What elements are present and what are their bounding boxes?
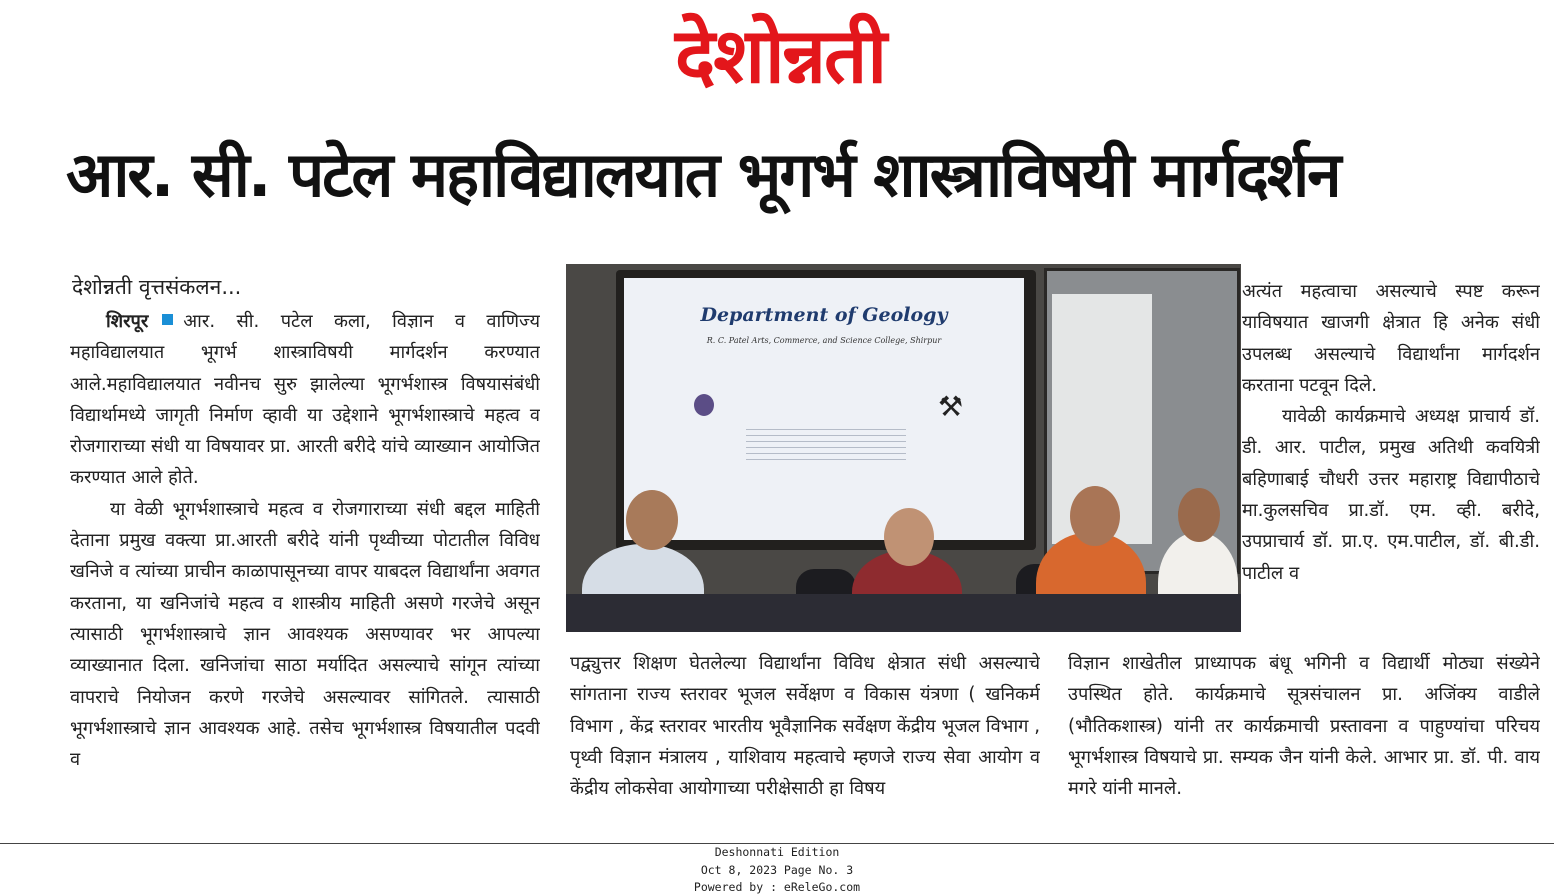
masthead-logo: देशोन्नती [674, 11, 886, 100]
footer-edition: Deshonnati Edition [714, 845, 840, 859]
dateline: शिरपूर [106, 311, 149, 332]
footer-date-page: Oct 8, 2023 Page No. 3 [700, 862, 854, 877]
paragraph: अत्यंत महत्वाचा असल्याचे स्पष्ट करून याविषयात खाजगी क्षेत्रात हि अनेक संधी उपलब्ध असल्याचे विद्यार्थांना मार्गदर्शन करताना पटवून दिले. [1242, 281, 1540, 396]
paragraph [70, 306, 540, 494]
article-headline: आर. सी. पटेल महाविद्यालयात भूगर्भ शास्त्राविषयी मार्गदर्शन [66, 138, 1340, 211]
article-column-1 [70, 306, 540, 836]
paragraph: पद्व्युत्तर शिक्षण घेतलेल्या विद्यार्थांना विविध क्षेत्रात संधी असल्याचे सांगताना राज्य स्तरावर भूजल सर्वेक्षण व विकास यंत्रणा ( खनिकर्म विभाग , केंद्र स्तरावर भारतीय भूवैज्ञानिक सर्वेक्षण केंद्रीय भूजल विभाग , पृथ्वी विज्ञान मंत्रालय , याशिवाय महत्वाचे म्हणजे राज्य सेवा आयोग व केंद्रीय लोकसेवा आयोगाच्या परीक्षेसाठी हा विषय [570, 653, 1040, 800]
person-head [884, 508, 934, 566]
person-head [626, 490, 678, 550]
panel-table [566, 594, 1241, 632]
paragraph: यावेळी कार्यक्रमाचे अध्यक्ष प्राचार्य डॉ. डी. आर. पाटील, प्रमुख अतिथी कवयित्री बहिणाबाई चौधरी उत्तर महाराष्ट्र विद्यापीठाचे मा.कुलसचिव प्रा.डॉ. एम. व्ही. बरीदे, उपप्राचार्य डॉ. प्रा.ए. एम.पाटील, डॉ. बी.डी. पाटील व [1242, 406, 1540, 584]
page-footer [0, 843, 1554, 895]
event-photo [566, 264, 1241, 632]
slide-title: Department of Geology [700, 304, 948, 326]
paragraph: विज्ञान शाखेतील प्राध्यापक बंधू भगिनी व विद्यार्थी मोठ्या संख्येने उपस्थित होते. कार्यक्रमाचे सूत्रसंचालन प्रा. अजिंक्य वाडीले (भौतिकशास्त्र) यांनी तर कार्यक्रमाची प्रस्तावना व पाहुण्यांचा परिचय भूगर्भशास्त्र विषयाचे प्रा. सम्यक जैन यांनी केले. आभार प्रा. डॉ. पी. वाय मगरे यांनी मानले. [1068, 653, 1540, 800]
person-head [1070, 486, 1120, 546]
paragraph-text: आर. सी. पटेल कला, विज्ञान व वाणिज्य महाविद्यालयात भूगर्भ शास्त्राविषयी मार्गदर्शन करण्यात आले.महाविद्यालयात नवीनच सुरु झालेल्या भूगर्भशास्त्र विषयासंबंधी विद्यार्थामध्ये जागृती निर्माण व्हावी या उद्देशाने भूगर्भशास्त्राचे महत्व व रोजगाराच्या संधी या विषयावर प्रा. आरती बरीदे यांचे व्याख्यान आयोजित करण्यात आले होते. [70, 311, 540, 489]
geology-hammer-icon: ⚒ [938, 390, 964, 423]
paragraph: या वेळी भूगर्भशास्त्राचे महत्व व रोजगाराच्या संधी बद्दल माहिती देताना प्रमुख वक्त्या प्रा.आरती बरीदे यांनी पृथ्वीच्या पोटातील विविध खनिजे व त्यांच्या प्राचीन काळापासूनच्या वापर याबदल विद्यार्थांना अवगत करताना, या खनिजांचे महत्व व शास्त्रीय माहिती असणे गरजेचे असून त्यासाठी भूगर्भशास्त्राचे ज्ञान आवश्यक असण्यावर भर आपल्या व्याख्यानात दिला. खनिजांचा साठा मर्यादित असल्याचे सांगून त्यांच्या वापराचे नियोजन करणे गरजेचे असल्यावर सांगितले. त्यासाठी भूगर्भशास्त्राचे ज्ञान आवश्यक आहे. तसेच भूगर्भशास्त्र विषयातील पदवी व [70, 498, 540, 771]
slide-subtitle: R. C. Patel Arts, Commerce, and Science College, Shirpur [706, 336, 942, 345]
article-column-3-bottom [1068, 648, 1540, 836]
person-head [1178, 488, 1220, 542]
college-logo-icon [694, 394, 714, 416]
footer-powered-by[interactable]: Powered by : eReleGo.com [693, 880, 861, 894]
slide-text-lines [746, 424, 906, 464]
article-column-2 [570, 648, 1040, 836]
bullet-square-icon [162, 314, 173, 325]
article-column-3-top [1242, 276, 1540, 648]
byline: देशोन्नती वृत्तसंकलन... [72, 275, 242, 299]
